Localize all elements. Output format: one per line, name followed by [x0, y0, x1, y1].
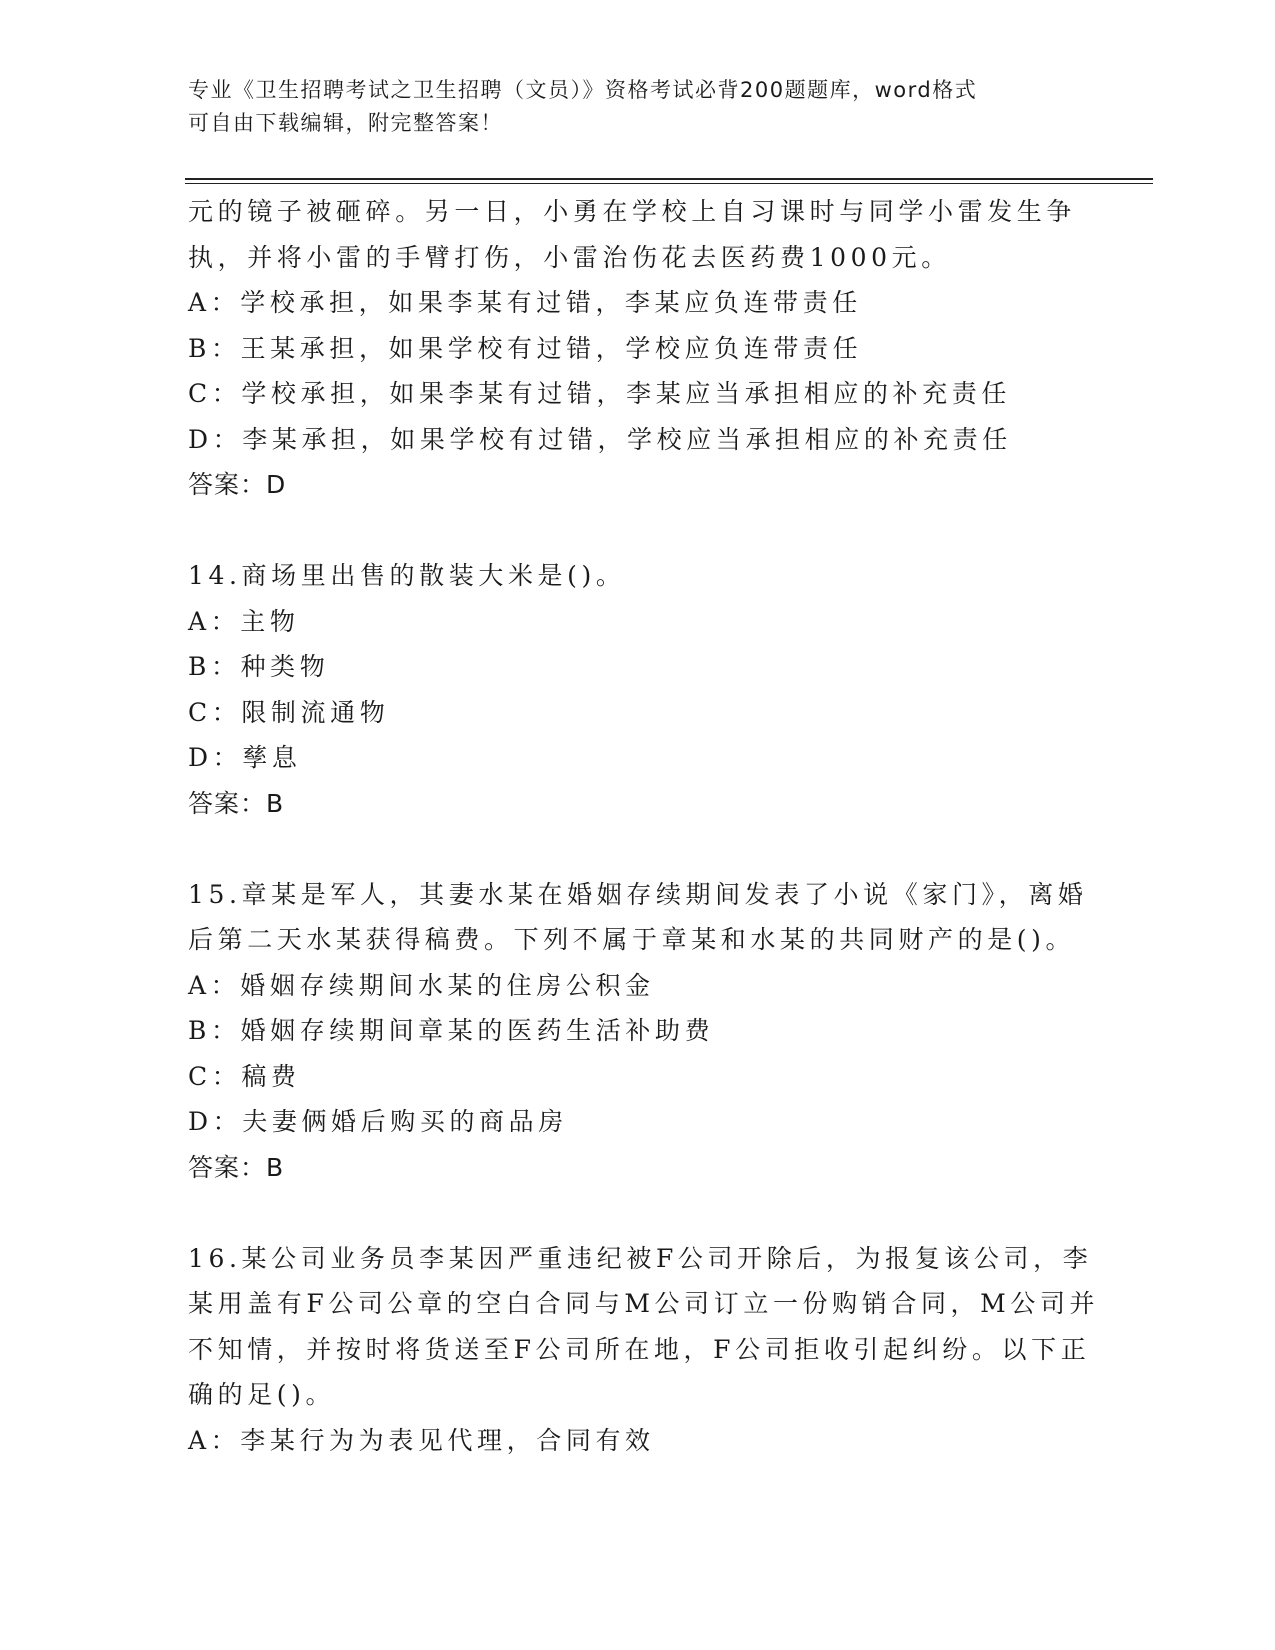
question-text-line: 元的镜子被砸碎。另一日，小勇在学校上自习课时与同学小雷发生争	[188, 197, 1077, 226]
option-a: A：学校承担，如果李某有过错，李某应负连带责任	[188, 288, 862, 317]
option-a: A：李某行为为表见代理，合同有效	[188, 1425, 655, 1455]
spacer	[188, 1190, 1088, 1236]
question-text-line: 执，并将小雷的手臂打伤，小雷治伤花去医药费1000元。	[188, 242, 951, 272]
option-a: A：主物	[188, 606, 300, 636]
header-rule-thin	[185, 183, 1153, 184]
document-header	[188, 74, 1088, 140]
option-b: B：婚姻存续期间章某的医药生活补助费	[188, 1016, 715, 1045]
option-c: C：限制流通物	[188, 697, 390, 727]
question-13	[188, 189, 1088, 508]
question-text-line: 确的足()。	[188, 1380, 336, 1409]
answer-line: 答案：B	[188, 788, 285, 818]
option-d: D：夫妻俩婚后购买的商品房	[188, 1107, 568, 1136]
option-d: D：孳息	[188, 743, 302, 772]
question-text-line: 15.章某是军人，其妻水某在婚姻存续期间发表了小说《家门》，离婚	[188, 879, 1088, 909]
option-c: C：稿费	[188, 1061, 301, 1091]
question-14	[188, 553, 1088, 826]
option-b: B：种类物	[188, 652, 330, 681]
question-text-line: 后第二天水某获得稿费。下列不属于章某和水某的共同财产的是()。	[188, 925, 1076, 954]
header-line-2: 可自由下载编辑，附完整答案！	[188, 111, 503, 135]
question-text-line: 16.某公司业务员李某因严重违纪被F公司开除后，为报复该公司，李	[188, 1243, 1093, 1273]
option-d: D：李某承担，如果学校有过错，学校应当承担相应的补充责任	[188, 424, 1012, 454]
question-text-line: 14.商场里出售的散装大米是()。	[188, 561, 626, 590]
header-line-1: 专业《卫生招聘考试之卫生招聘（文员）》资格考试必背200题题库，word格式	[188, 78, 978, 102]
question-15	[188, 872, 1088, 1191]
spacer	[188, 826, 1088, 872]
question-text-line: 某用盖有F公司公章的空白合同与M公司订立一份购销合同，M公司并	[188, 1289, 1100, 1318]
question-16	[188, 1236, 1100, 1464]
answer-line: 答案：D	[188, 470, 287, 499]
option-c: C：学校承担，如果李某有过错，李某应当承担相应的补充责任	[188, 379, 1011, 408]
question-body	[188, 189, 1100, 1463]
header-rule-thick	[185, 178, 1153, 180]
option-a: A：婚姻存续期间水某的住房公积金	[188, 970, 655, 1000]
question-text-line: 不知情，并按时将货送至F公司所在地，F公司拒收引起纠纷。以下正	[188, 1334, 1091, 1364]
spacer	[188, 508, 1088, 554]
option-b: B：王某承担，如果学校有过错，学校应负连带责任	[188, 333, 863, 363]
answer-line: 答案：B	[188, 1152, 285, 1182]
